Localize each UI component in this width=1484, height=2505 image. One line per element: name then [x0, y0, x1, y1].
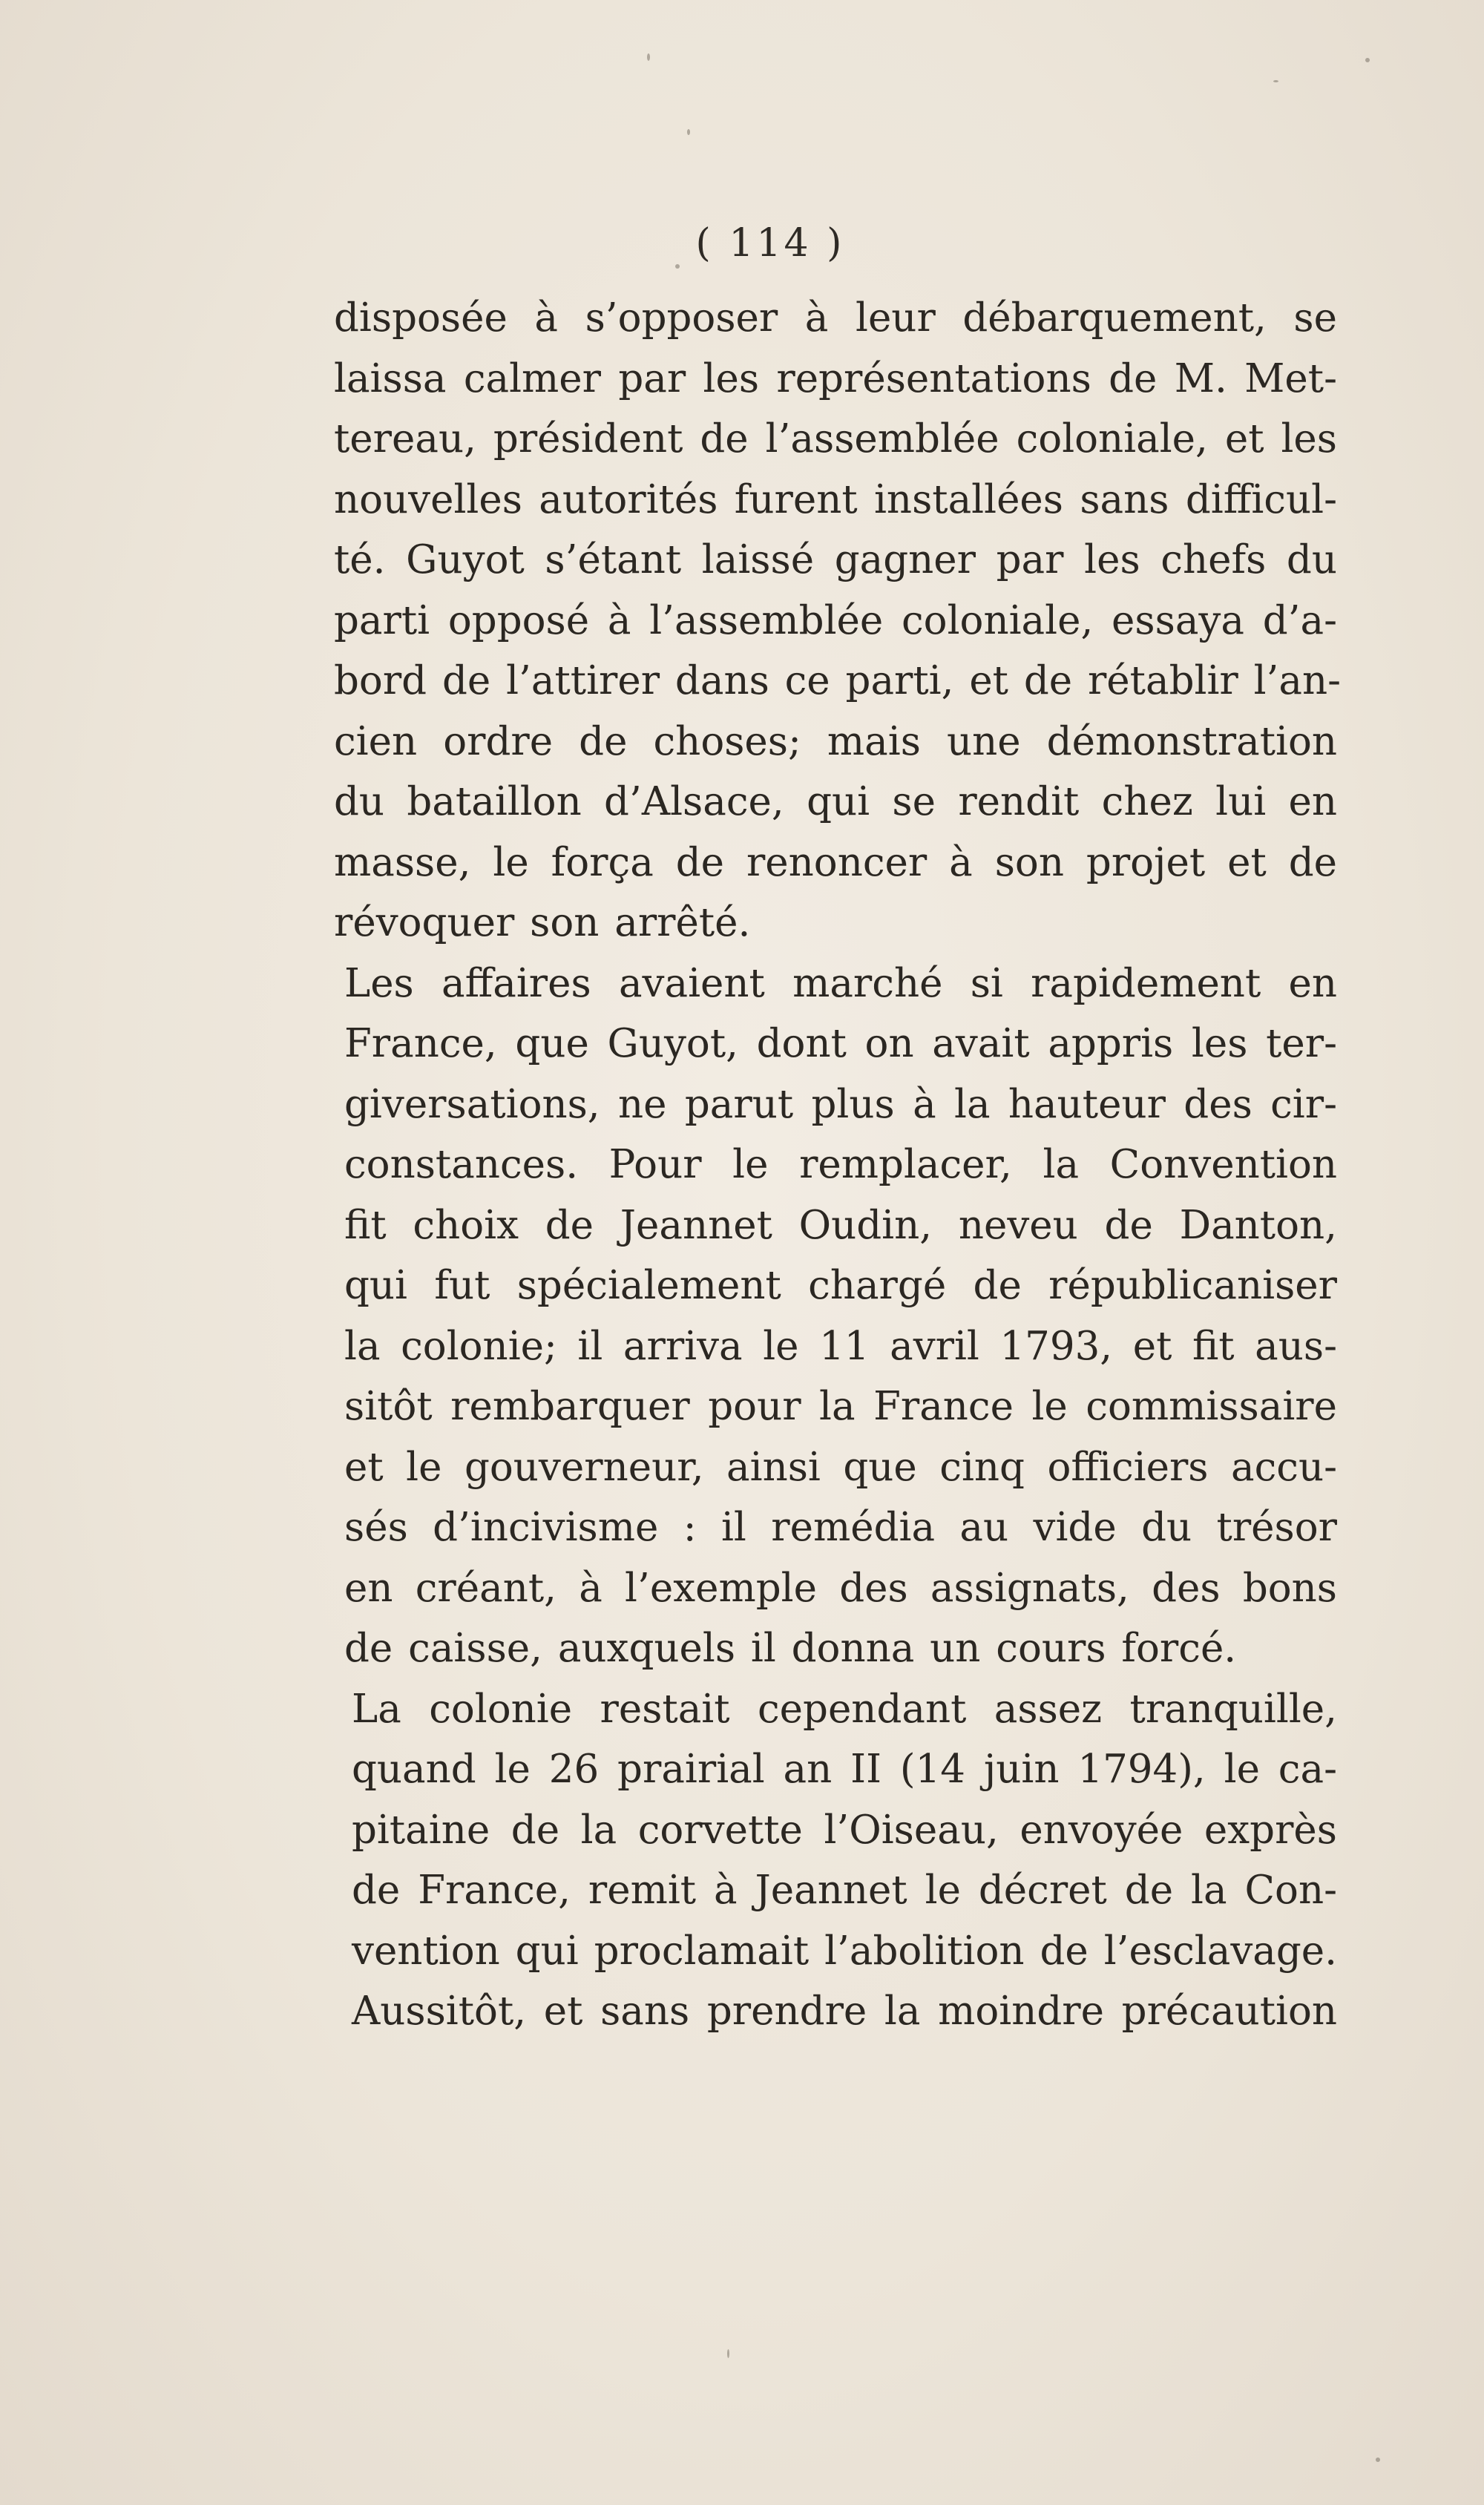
paper-speck: [1376, 2458, 1380, 2462]
text-line: qui fut spécialement chargé de républicaniser: [344, 1263, 1337, 1308]
text-line: cien ordre de choses; mais une démonstration: [334, 718, 1337, 764]
text-line: Les affaires avaient marché si rapidement en: [344, 960, 1337, 1006]
paper-speck: [1273, 80, 1278, 82]
body-text: [334, 288, 1342, 2042]
text-line: de France, remit à Jeannet le décret de la Con-: [352, 1868, 1337, 1913]
text-line: de caisse, auxquels il donna un cours forcé.: [344, 1626, 1237, 1671]
text-line: du bataillon d’Alsace, qui se rendit chez lui en: [334, 779, 1337, 824]
text-line: vention qui proclamait l’abolition de l’esclavage.: [352, 1928, 1337, 1974]
text-line: sés d’incivisme : il remédia au vide du trésor: [344, 1505, 1337, 1550]
text-line: La colonie restait cependant assez tranquille,: [352, 1686, 1337, 1732]
text-line: la colonie; il arriva le 11 avril 1793, et fit aus-: [344, 1323, 1337, 1369]
text-line: nouvelles autorités furent installées sans difficul-: [334, 476, 1337, 522]
text-line: révoquer son arrêté.: [334, 900, 751, 945]
text-line: disposée à s’opposer à leur débarquement, se: [334, 295, 1337, 341]
paper-speck: [647, 53, 650, 61]
text-line: bord de l’attirer dans ce parti, et de rétablir l’an-: [334, 658, 1342, 703]
paper-speck: [687, 129, 690, 135]
text-line: parti opposé à l’assemblée coloniale, essaya d’a-: [334, 597, 1337, 643]
text-line: tereau, président de l’assemblée coloniale, et les: [334, 416, 1337, 462]
text-line: quand le 26 prairial an II (14 juin 1794), le ca-: [352, 1747, 1337, 1792]
text-line: masse, le força de renoncer à son projet et de: [334, 839, 1337, 885]
text-line: fit choix de Jeannet Oudin, neveu de Danton,: [344, 1202, 1337, 1248]
text-line: giversations, ne parut plus à la hauteur des cir-: [344, 1081, 1337, 1127]
text-line: Aussitôt, et sans prendre la moindre précaution: [352, 1989, 1337, 2034]
text-line: et le gouverneur, ainsi que cinq officiers accu-: [344, 1444, 1337, 1490]
text-line: té. Guyot s’étant laissé gagner par les chefs du: [334, 537, 1337, 582]
paper-speck: [1365, 58, 1370, 62]
text-line: pitaine de la corvette l’Oiseau, envoyée exprès: [352, 1807, 1337, 1853]
page-number: ( 114 ): [695, 221, 845, 266]
text-line: sitôt rembarquer pour la France le commissaire: [344, 1384, 1337, 1429]
paper-speck: [675, 264, 680, 269]
text-line: constances. Pour le remplacer, la Convention: [344, 1142, 1337, 1187]
text-line: en créant, à l’exemple des assignats, des bons: [344, 1565, 1337, 1611]
text-line: France, que Guyot, dont on avait appris les ter-: [344, 1021, 1337, 1066]
paper-speck: [727, 2349, 729, 2358]
text-line: laissa calmer par les représentations de M. Met-: [334, 355, 1337, 401]
